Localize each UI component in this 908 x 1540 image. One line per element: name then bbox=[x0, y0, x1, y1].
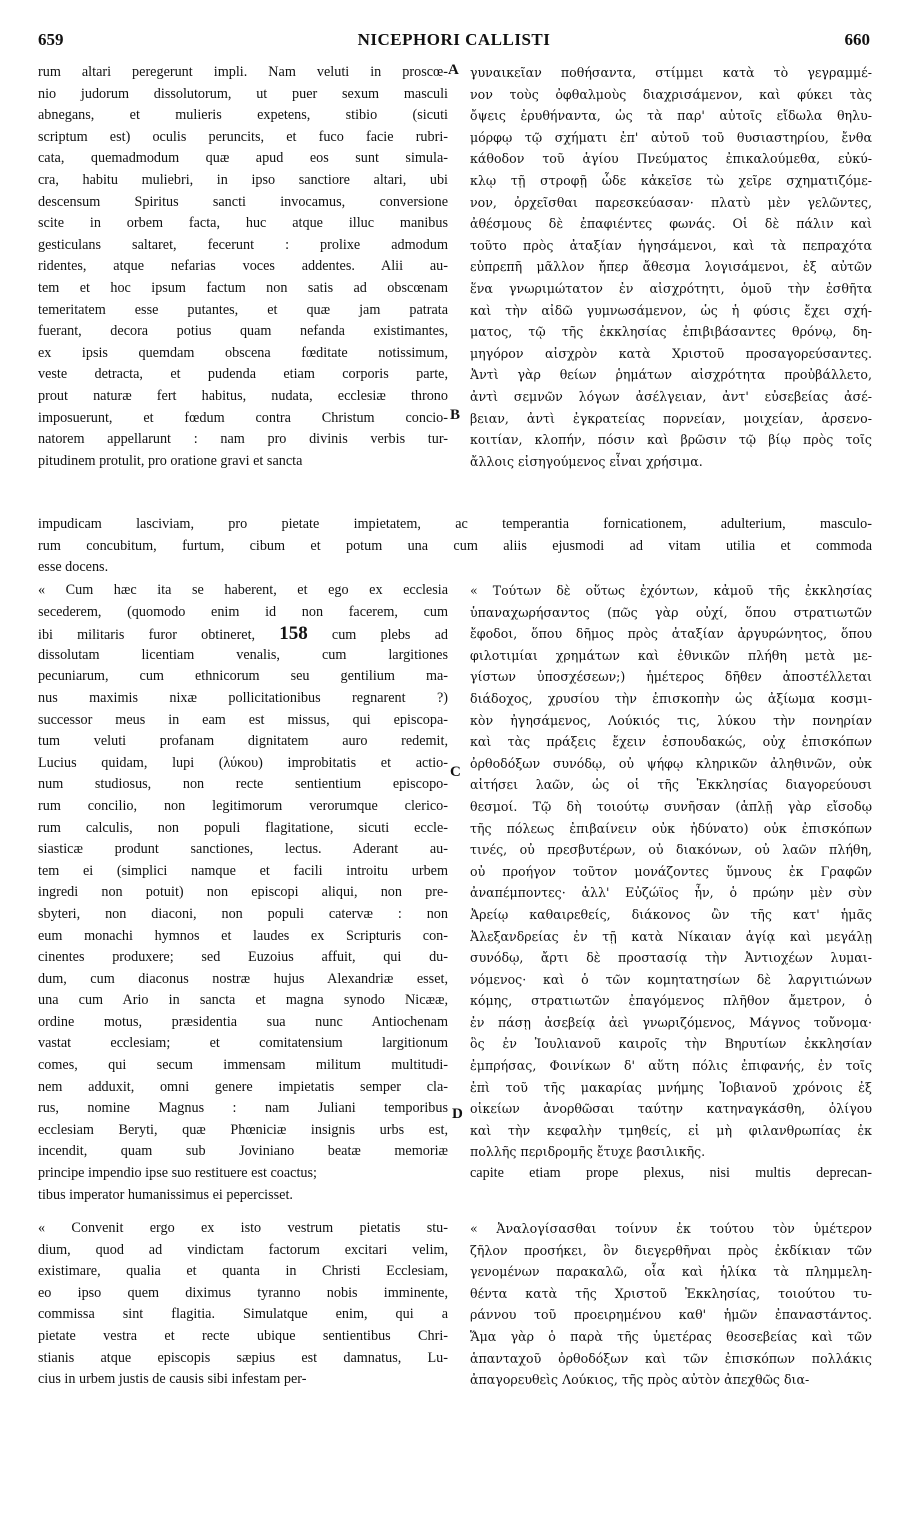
text-line: tibus imperator humanissimus ei pepercisset. bbox=[38, 1187, 293, 1203]
text-line: ζῆλον προσήκει, ὃν διεγερθῆναι πρὸς ἐκδίκιαν τῶν bbox=[470, 1242, 872, 1258]
text-line: ὄψεις ἐρυθήναντα, ὡς τὰ παρ' αὐτοῖς εἴδωλα θηλυ- bbox=[470, 108, 872, 124]
text-line: successor meus in eam est missus, qui episcopa- bbox=[38, 711, 448, 728]
text-line: comes, qui secum immensam militum multitudi- bbox=[38, 1057, 448, 1074]
text-line: τινές, οὐ πρεσβυτέρων, οὐ διακόνων, οὐ λαῶν πλήθη, bbox=[470, 842, 872, 858]
text-line: μηγόρον αἰσχρὸν κατὰ Χριστοῦ προσαγορεύσαντες. bbox=[470, 345, 872, 361]
text-line: vastat ecclesiam; et comitatensium largitionum bbox=[38, 1035, 448, 1052]
text-line: rum concubitum, furtum, cibum et potum una cum aliis ejusmodi ad vitam utilia et commoda bbox=[38, 537, 872, 554]
text-line: οἰκείων ἀνορθῶσαι ταύτην κατηναγκάσθη, ὀλίγου bbox=[470, 1101, 872, 1117]
text-line: φιλοτιμίαι χρημάτων καὶ ἐθνικῶν πλήθη μετὰ με- bbox=[470, 647, 872, 663]
text-line: capite etiam prope plexus, nisi multis deprecan- bbox=[470, 1165, 872, 1181]
text-line: pecuniarum, cum ethnicorum seu gentilium ma- bbox=[38, 668, 448, 685]
text-line: θέντα κατὰ τῆς Χριστοῦ Ἐκκλησίας, τοιούτου τυ- bbox=[470, 1285, 872, 1301]
text-line: prout naturæ fert habitus, nudata, ecclesiæ throno bbox=[38, 387, 448, 404]
text-line: καὶ τὴν αἰδῶ γυμνωσάμενον, ὡς ἡ φύσις ἔχει σχή- bbox=[470, 302, 872, 318]
text-line: κόμης, στρατιωτῶν ἐπαγόμενος πλῆθον ἄμετρον, ὁ bbox=[470, 993, 872, 1009]
text-line: ordine motus, præsidentia sua nunc Antiochenam bbox=[38, 1013, 448, 1030]
text-line: ράννου τοῦ προειρημένου καθ' ἡμῶν ἐπαναστάντος. bbox=[470, 1307, 872, 1323]
text-line: « Convenit ergo ex isto vestrum pietatis stu- bbox=[38, 1220, 448, 1236]
text-line: μόρφῳ τῷ σχήματι ἐπ' αὐτοῦ τοῦ θυσιαστηρίου, ἔνθα bbox=[470, 129, 872, 145]
text-line: dissolutam licentiam venalis, cum largitiones bbox=[38, 646, 448, 663]
text-line: rum altari peregerunt impli. Nam veluti in proscœ- bbox=[38, 64, 448, 80]
text-line: συνόδῳ, ἄρτι δὲ προστασίᾳ τὴν Ἀντιοχέων λυμαι- bbox=[470, 950, 872, 966]
text-line: τοῦτο πρὸς ἀταξίαν ἡγησάμενοι, καὶ τὰ πεπραχότα bbox=[470, 237, 872, 253]
text-line: incendit, quam sub Joviniano beatæ memoriæ bbox=[38, 1143, 448, 1160]
text-line: πολλῆς περιδρομῆς ἔτυχε βασιλικῆς. bbox=[470, 1144, 706, 1160]
text-line: rus, nomine Magnus : nam Juliani temporibus bbox=[38, 1100, 448, 1117]
text-line: κὸν ἠγησάμενος, Λούκιός τις, λύκου τὴν πονηρίαν bbox=[470, 712, 872, 728]
text-line: dum, cum diaconus nostræ hujus Alexandriæ esset, bbox=[38, 970, 448, 987]
sec1-greek-column bbox=[470, 62, 872, 472]
text-line: ibi militaris furor obtineret, 158 cum plebs ad bbox=[38, 623, 448, 645]
text-line: ἄλλοις εἰσηγούμενος εἶναι χρήσιμα. bbox=[470, 453, 703, 469]
text-line: dium, quod ad vindictam factorum excitari velim, bbox=[38, 1241, 448, 1258]
margin-marker-d: D bbox=[452, 1106, 463, 1122]
text-line: siasticæ produnt sanctiones, lectus. Aderant au- bbox=[38, 841, 448, 858]
text-line: existimare, qualia et quanta in Christi Ecclesiam, bbox=[38, 1263, 448, 1280]
margin-marker-a: A bbox=[448, 62, 459, 78]
text-line: num studiosus, non recte sentientium episcopo- bbox=[38, 776, 448, 793]
text-line: Ἀντὶ γὰρ θείων ῥημάτων αἰσχρότητα προὐβάλλετο, bbox=[470, 367, 872, 383]
text-line: Ἀλεξανδρείας ἐν τῇ κατὰ Νίκαιαν ἁγίᾳ καὶ μεγάλῃ bbox=[470, 928, 872, 944]
text-line: καὶ τὰς πράξεις ἔχειν ἐσπουδακώς, οὐχ ἐπισκόπων bbox=[470, 734, 872, 750]
text-line: ἐμπρήσας, Φοινίκων δ' αὕτη πόλις ἐπιφανής, ἐν τοῖς bbox=[470, 1058, 872, 1074]
text-line: ματος, τῷ τῆς ἐκκλησίας ἐπιβιβάσαντες θρόνῳ, δη- bbox=[470, 324, 872, 340]
text-line: ex ipsis quemdam obscena fœditate notissimum, bbox=[38, 344, 448, 361]
page-number-left: 659 bbox=[38, 30, 64, 49]
text-line: gesticulans saltaret, fecerunt : prolixe admodum bbox=[38, 236, 448, 253]
running-title: NICEPHORI CALLISTI bbox=[357, 30, 551, 49]
text-line: ridentes, atque nefarias voces addentes. Alii au- bbox=[38, 258, 448, 275]
text-line: νόμενος· καὶ ὁ τῶν κομητατησίων δὲ λαργιτιώνων bbox=[470, 971, 872, 987]
text-line: τῆς πόλεως ἐπιβαίνειν οὐκ ἠδύνατο) οὐκ ἐπισκόπων bbox=[470, 820, 872, 836]
sec1-latin-column bbox=[38, 62, 448, 472]
text-line: καὶ τὴν κεφαλὴν τμηθείς, εἰ μὴ φιλανθρωπίας ἐκ bbox=[470, 1122, 872, 1138]
text-line: stianis atque episcopis sæpius est damnatus, Lu- bbox=[38, 1349, 448, 1366]
running-header bbox=[38, 30, 870, 54]
text-line: « Cum hæc ita se haberent, et ego ex ecclesia bbox=[38, 582, 448, 598]
text-line: pietate vestra et recte ubique sentientibus Chri- bbox=[38, 1327, 448, 1344]
sec3-latin-column bbox=[38, 1218, 448, 1391]
text-line: tem ei (simplici namque et facili introitu urbem bbox=[38, 862, 448, 879]
text-line: eo ipso quem diximus tyranno nobis imminente, bbox=[38, 1284, 448, 1301]
text-line: impudicam lasciviam, pro pietate impietatem, ac temperantia fornicationem, adulterium, masculo- bbox=[38, 516, 872, 532]
text-line: ὀρθοδόξων συνόδῳ, οὐ ψήφῳ κληρικῶν ἀληθινῶν, οὐκ bbox=[470, 755, 872, 771]
text-line: ecclesiam Beryti, quæ Phœniciæ insignis urbs est, bbox=[38, 1121, 448, 1138]
text-line: cra, habitu muliebri, in ipso sanctiore altari, ubi bbox=[38, 171, 448, 188]
text-line: abnegans, et mulieris expetens, stibio (sicuti bbox=[38, 107, 448, 124]
text-line: « Ἀναλογίσασθαι τοίνυν ἐκ τούτου τὸν ὑμέτερον bbox=[470, 1221, 872, 1236]
text-line: νον τοὺς ὀφθαλμοὺς διαχρισάμενον, καὶ φύκει τὰς bbox=[470, 86, 872, 102]
text-line: ἐν πάσῃ ἀσεβείᾳ ἀεὶ γνωριζόμενος, Μάγνος τοὔνομα· bbox=[470, 1014, 872, 1030]
text-line: γυναικεῖαν ποθήσαντα, στίμμει κατὰ τὸ γεγραμμέ- bbox=[470, 65, 872, 80]
text-line: temeritatem esse putantes, et quæ jam patrata bbox=[38, 301, 448, 318]
sec2-greek-column bbox=[470, 580, 872, 1163]
text-line: esse docens. bbox=[38, 559, 109, 576]
text-line: nio judorum dissolutorum, ut puer sexum masculi bbox=[38, 85, 448, 102]
text-line: sbyteri, non diaconi, non populi catervæ : non bbox=[38, 905, 448, 922]
text-line: una cum Ario in sancta et magna synodo Nicææ, bbox=[38, 992, 448, 1009]
text-line: βειαν, ἀντὶ ἐγκρατείας πορνείαν, μοιχείαν, ἀρσενο- bbox=[470, 410, 872, 426]
text-line: nem adduxit, omni genere impietatis semper cla- bbox=[38, 1078, 448, 1095]
text-line: veste detracta, et pudenda etiam corporis parte, bbox=[38, 366, 448, 383]
text-line: cius in urbem justis de causis sibi infestam per- bbox=[38, 1371, 307, 1388]
page-number-right: 660 bbox=[844, 30, 870, 49]
text-line: ingredi non potuit) non episcopi aliqui, non pre- bbox=[38, 884, 448, 901]
text-line: tem et hoc ipsum factum non satis ad obscœnam bbox=[38, 279, 448, 296]
text-line: Ἅμα γὰρ ὁ παρὰ τῆς ὑμετέρας θεοσεβείας καὶ τῶν bbox=[470, 1328, 872, 1344]
text-line: commissa sint flagitia. Simulatque enim, qui a bbox=[38, 1306, 448, 1323]
text-line: natorem appellarunt : nam pro divinis verbis tur- bbox=[38, 431, 448, 448]
text-line: ἀπαγορευθεὶς Λούκιος, τῆς πρὸς αὐτὸν ἀπεχθῶς δια- bbox=[470, 1372, 810, 1388]
text-line: ἁπανταχοῦ ὀρθοδόξων καὶ τῶν ἐπισκόπων πολλάκις bbox=[470, 1350, 872, 1366]
text-line: θεσμοί. Τῷ δὴ τοιούτῳ συνῆσαν (ἁπλῇ γὰρ εἴσοδῳ bbox=[470, 798, 872, 814]
text-line: κλῳ τῇ στροφῇ ὧδε κἀκεῖσε τὼ χεῖρε σχηματιζόμε- bbox=[470, 172, 872, 188]
text-line: ἀναπέμποντες· ἀλλ' Εὐζώϊος ἦν, ὁ πρώην μὲν σὺν bbox=[470, 885, 872, 901]
text-line: ὃς ἐν Ἰουλιανοῦ καιροῖς τὴν Βηρυτίων ἐκκλησίαν bbox=[470, 1036, 872, 1052]
text-line: scite in orbem facta, huc atque illuc manibus bbox=[38, 215, 448, 232]
sec1-fullwidth-text bbox=[38, 514, 872, 579]
text-line: rum concilio, non legitimorum verorumque clerico- bbox=[38, 797, 448, 814]
sec2-split-right-line bbox=[470, 1163, 872, 1185]
text-line: κάθοδον τοῦ ἁγίου Πνεύματος ἐπικαλούμεθα, εὐκύ- bbox=[470, 151, 872, 167]
text-line: αἰτήσει λαῶν, ὡς οἱ τῆς Ἐκκλησίας διαγορεύουσι bbox=[470, 777, 872, 793]
text-line: γενομένων παρακαλῶ, οἷα καὶ ἡλίκα τὰ πλημμελη- bbox=[470, 1264, 872, 1280]
text-line: cinentes produxere; sed Euzoius affuit, qui du- bbox=[38, 949, 448, 966]
text-line: scriptum est) oculis peruncits, et fuco facie rubri- bbox=[38, 128, 448, 145]
text-line: Ἀρείῳ καθαιρεθείς, διάκονος ὢν τῆς κατ' ἡμᾶς bbox=[470, 906, 872, 922]
sec3-greek-column bbox=[470, 1218, 872, 1391]
text-line: pitudinem protulit, pro oratione gravi et sancta bbox=[38, 452, 303, 469]
text-line: ὑπαναχωρήσαντος (πῶς γὰρ οὐχί, ὅπου στρατιωτῶν bbox=[470, 604, 872, 620]
text-line: fuerant, decora potius quam nefanda existimantes, bbox=[38, 323, 448, 340]
text-line: descensum Spiritus sancti invocamus, conversione bbox=[38, 193, 448, 210]
inline-page-number: 158 bbox=[279, 623, 308, 645]
text-line: οὐ προήγον τοῦτον μονάζοντες ὕμνους ἐκ Γραφῶν bbox=[470, 863, 872, 879]
text-line: « Τούτων δὲ οὕτως ἐχόντων, κἀμοῦ τῆς ἐκκλησίας bbox=[470, 583, 872, 598]
text-line: imposuerunt, et fœdum contra Christum concio- bbox=[38, 409, 448, 426]
text-line: rum calculis, non populi flagitatione, sicuti eccle- bbox=[38, 819, 448, 836]
sec2-latin-tail bbox=[38, 1185, 448, 1207]
text-line: κοιτίαν, κλοπήν, πόσιν καὶ βρῶσιν τῷ βίῳ πρὸς τοῖς bbox=[470, 432, 872, 448]
text-line: νον, ὀρχεῖσθαι παρεσκεύασαν· πλατὺ μὲν γελῶντες, bbox=[470, 194, 872, 210]
text-line: tum veluti profanam dignitatem auro redemit, bbox=[38, 733, 448, 750]
text-line: secederem, (quomodo enim id non facerem, cum bbox=[38, 603, 448, 620]
text-line: γίστων ὑποσχέσεων;) ἡμέτερος δῆθεν ἀποστέλλεται bbox=[470, 669, 872, 685]
text-line: διάδοχος, χρυσίου τὴν ἐπισκοπὴν ὡς ἀξίωμα κοσμι- bbox=[470, 690, 872, 706]
text-line: ἀντὶ σεμνῶν λόγων ἀσέλγειαν, ἀντ' εὐσεβείας ἀσέ- bbox=[470, 388, 872, 404]
text-line: ἔφοδοι, ὅπου δῆμος πρὸς ἀταξίαν ἀργυρώνητος, ὅπου bbox=[470, 626, 872, 642]
sec2-latin-column bbox=[38, 580, 448, 1185]
margin-marker-b: B bbox=[450, 407, 461, 423]
text-line: cata, quemadmodum quæ apud eos sunt simula- bbox=[38, 150, 448, 167]
text-line: eum monachi hymnos et laudes ex Scripturis con- bbox=[38, 927, 448, 944]
text-line: ἕνα γνωριμώτατον ἐν αἰσχρότητι, ὁμοῦ τὴν ἐσθῆτα bbox=[470, 280, 872, 296]
text-line: Lucius quidam, lupi (λύκου) improbitatis et actio- bbox=[38, 754, 448, 771]
text-line: ἐπὶ τοῦ τῆς μακαρίας μνήμης Ἰοβιανοῦ χρόνοις ἐξ bbox=[470, 1079, 872, 1095]
text-line: nus maximis nixæ pollicitationibus regnarent ?) bbox=[38, 689, 448, 706]
text-line: εὐπρεπῆ μᾶλλον ἤπερ ἄθεσμα λογισάμενοι, ἐξ αὐτῶν bbox=[470, 259, 872, 275]
text-line: principe impendio ipse suo restituere est coactus; bbox=[38, 1165, 317, 1182]
text-line: ἀθέσμους δὲ ἐπαφιέντες φωνάς. Οἱ δὲ πάλιν καὶ bbox=[470, 216, 872, 232]
margin-marker-c: C bbox=[450, 764, 461, 780]
